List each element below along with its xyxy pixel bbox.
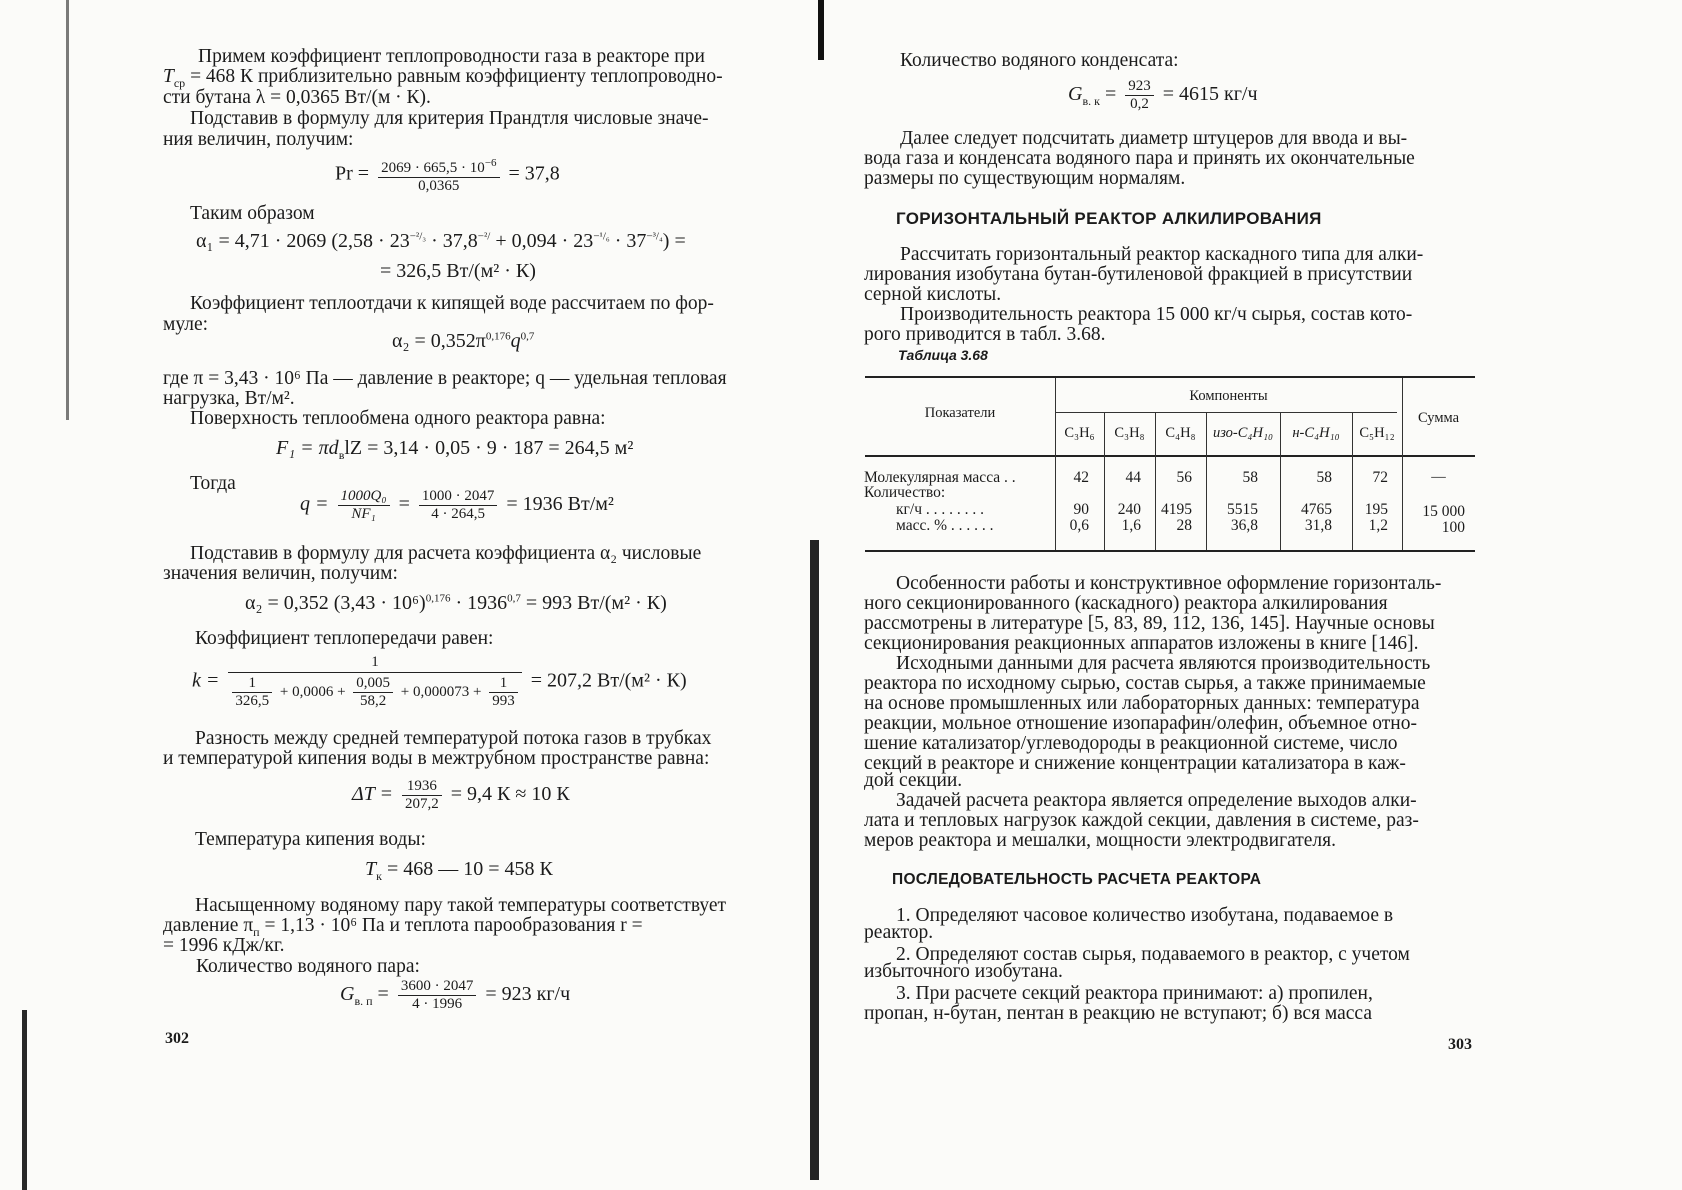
row-label: масс. % . . . . . .	[896, 517, 994, 534]
section-heading: ГОРИЗОНТАЛЬНЫЙ РЕАКТОР АЛКИЛИРОВАНИЯ	[896, 209, 1322, 228]
paragraph-text: Температура кипения воды:	[195, 829, 426, 850]
paragraph-text: Задачей расчета реактора является определение выходов алки-	[896, 790, 1417, 811]
numerator: 1	[228, 652, 521, 673]
numerator: 3600 · 2047	[398, 978, 477, 996]
component-header: изо-C₄H₁₀	[1212, 425, 1274, 441]
row-label: Количество:	[864, 484, 946, 501]
numerator: 1	[232, 675, 272, 693]
formula-part: · 1936	[450, 592, 508, 614]
list-item: 3. При расчете секций реактора принимают: а) пропилен,	[896, 983, 1373, 1004]
scan-margin-mark	[66, 0, 69, 420]
numerator: 1000 · 2047	[419, 488, 498, 506]
big-fraction	[228, 652, 521, 710]
subscript: в	[338, 448, 345, 462]
paragraph-text: Тогда	[190, 473, 236, 494]
paragraph-text: лата и тепловых нагрузок каждой секции, давления в системе, раз-	[864, 810, 1419, 831]
paragraph-text: реактора по исходному сырью, состав сырья, а также принимаемые	[864, 673, 1426, 694]
table-top-rule	[865, 376, 1475, 378]
text: = 468 К приблизительно равным коэффициенту теплопроводно-	[190, 66, 723, 87]
formula-rhs: = 9,4 К ≈ 10 К	[450, 783, 570, 806]
formula-part: + 0,0006 +	[279, 683, 346, 700]
fraction	[398, 978, 477, 1013]
spine-shadow	[818, 0, 824, 60]
paragraph-text: Примем коэффициент теплопроводности газа в реакторе при	[198, 46, 705, 67]
numerator: 2069 · 665,5 · 10	[381, 160, 485, 176]
row-label: Молекулярная масса . .	[864, 469, 1016, 486]
component-header: C₄H₈	[1165, 425, 1196, 441]
section-heading: ПОСЛЕДОВАТЕЛЬНОСТЬ РАСЧЕТА РЕАКТОРА	[892, 871, 1262, 888]
component-header: н-C₄H₁₀	[1292, 425, 1340, 441]
list-item: реактор.	[864, 922, 934, 943]
denominator: NF₁	[351, 506, 376, 522]
paragraph-text: где π = 3,43 · 10⁶ Па — давление в реакторе; q — удельная тепловая	[163, 368, 727, 389]
equals: =	[377, 983, 389, 1006]
paragraph-text: ного секционированного (каскадного) реактора алкилирования	[864, 593, 1388, 614]
q-formula	[300, 488, 614, 523]
paragraph-text: Особенности работы и конструктивное оформление горизонталь-	[896, 573, 1442, 594]
paragraph-text: Разность между средней температурой потока газов в трубках	[195, 728, 712, 749]
table-cell: 36,8	[1230, 517, 1258, 534]
exponent: −¹/₆	[593, 230, 610, 243]
subscript: в. к	[1082, 94, 1100, 109]
paragraph-text: Исходными данными для расчета являются производительность	[896, 653, 1431, 674]
table-cell: 72	[1372, 469, 1388, 486]
formula-rhs: = 4615 кг/ч	[1162, 83, 1258, 106]
variable: G	[1068, 83, 1083, 106]
numerator: 1	[489, 675, 518, 693]
fraction	[338, 488, 390, 523]
formula-lhs: k =	[192, 669, 220, 692]
paragraph-text: Коэффициент теплоотдачи к кипящей воде рассчитаем по фор-	[190, 293, 714, 314]
paragraph-text: меров реактора и мешалки, мощности электродвигателя.	[864, 830, 1336, 851]
paragraph-text: Далее следует подсчитать диаметр штуцеров для ввода и вы-	[900, 128, 1408, 149]
formula-part: = 468 — 10 = 458 К	[386, 858, 553, 880]
table-cell: 1,6	[1121, 517, 1141, 534]
table-cell: 240	[1117, 501, 1141, 518]
exponent: 0,7	[507, 592, 521, 605]
exponent: −6	[484, 157, 497, 169]
table-header-rule	[865, 455, 1475, 457]
paragraph-text: Насыщенному водяному пару такой температуры соответствует	[195, 895, 727, 916]
denominator	[228, 673, 521, 710]
k-formula	[192, 652, 687, 710]
paragraph-text: Рассчитать горизонтальный реактор каскадного типа для алки-	[900, 244, 1424, 265]
subscript: в. п	[354, 994, 373, 1009]
paragraph-text: секционирования реакционных аппаратов изложены в книге [146].	[864, 633, 1419, 654]
table-cell: 4765	[1301, 501, 1332, 518]
right-page	[860, 0, 1682, 1190]
denominator: 4 · 1996	[412, 996, 463, 1012]
table-cell: 42	[1073, 469, 1089, 486]
Tk-formula	[365, 858, 553, 884]
paragraph-text: значения величин, получим:	[163, 563, 398, 584]
numerator: 0,005	[353, 675, 393, 693]
table-cell: 90	[1073, 501, 1089, 518]
paragraph-text: вода газа и конденсата водяного пара и принять их окончательные	[864, 148, 1415, 169]
Gvk-formula	[1068, 78, 1258, 113]
fraction	[489, 675, 518, 710]
fraction	[353, 675, 393, 710]
table-cell: —	[1431, 469, 1446, 485]
numerator: 1000Q₀	[338, 488, 390, 506]
table-cell: 56	[1176, 469, 1192, 486]
variable: T	[365, 858, 377, 880]
paragraph-text: Производительность реактора 15 000 кг/ч сырья, состав кото-	[900, 304, 1413, 325]
formula-part: = 993 Вт/(м² · К)	[520, 592, 667, 614]
formula-rhs: = 923 кг/ч	[485, 983, 571, 1006]
paragraph-text: Коэффициент теплопередачи равен:	[195, 628, 494, 649]
spine-shadow	[810, 540, 819, 1180]
table-cell: 0,6	[1069, 517, 1089, 534]
paragraph-text: нагрузка, Вт/м².	[163, 388, 295, 409]
table-cell: 5515	[1227, 501, 1258, 518]
equals: =	[1104, 83, 1117, 106]
paragraph-text: ния величин, получим:	[163, 129, 354, 150]
paragraph-text: секций в реакторе и снижение концентрации катализатора в каж-	[864, 753, 1406, 774]
exponent: −²/₃	[409, 230, 427, 243]
formula-part: + 0,094 · 23	[490, 230, 594, 252]
table-cell: 195	[1364, 501, 1388, 518]
fraction	[419, 488, 498, 523]
text: = 1,13 · 10⁶ Па и теплота парообразования r =	[259, 915, 643, 936]
numerator: 923	[1125, 78, 1154, 96]
paragraph-text: размеры по существующим нормалям.	[864, 168, 1186, 189]
paragraph-text: = 1996 кДж/кг.	[163, 935, 285, 956]
dT-formula	[352, 778, 570, 813]
paragraph-text: Подставив в формулу для расчета коэффициента α₂ числовые	[190, 543, 702, 564]
table-bottom-rule	[865, 550, 1475, 552]
formula-part: · 37	[609, 230, 647, 252]
exponent: −²/	[477, 230, 491, 243]
formula-rhs: = 37,8	[508, 162, 560, 185]
numerator: 1936	[402, 778, 442, 796]
variable: G	[340, 983, 355, 1006]
alpha2-formula	[392, 330, 534, 353]
alpha1-formula	[196, 230, 686, 253]
denominator: 58,2	[360, 693, 387, 709]
paragraph-text: шение катализатор/углеводороды в реакционной системе, число	[864, 733, 1398, 754]
paragraph-text: и температурой кипения воды в межтрубном пространстве равна:	[163, 748, 710, 769]
list-item: пропан, н-бутан, пентан в реакцию не вступают; б) вся масса	[864, 1003, 1372, 1024]
paragraph-text: серной кислоты.	[864, 284, 1002, 305]
table-header-indicators: Показатели	[924, 405, 996, 421]
alpha2-calc-formula	[245, 592, 667, 615]
denominator: 993	[492, 693, 515, 709]
paragraph-text: сти бутана λ = 0,0365 Вт/(м · К).	[163, 87, 431, 108]
table-cell: 28	[1176, 517, 1192, 534]
row-label: кг/ч . . . . . . . .	[896, 501, 984, 518]
paragraph-text: Количество водяного пара:	[196, 956, 420, 977]
fraction	[1125, 78, 1154, 113]
table-cell: 15 000	[1422, 503, 1465, 520]
exponent: 0,176	[485, 330, 511, 343]
exponent: 0,176	[425, 592, 451, 605]
paragraph-text: муле:	[163, 314, 209, 335]
table-cell: 58	[1242, 469, 1258, 486]
formula-part: + 0,000073 +	[400, 683, 482, 700]
exponent: 0,7	[520, 330, 535, 343]
table-cell: 58	[1316, 469, 1332, 486]
subscript: к	[376, 869, 382, 883]
formula-rhs: = 207,2 Вт/(м² · К)	[530, 669, 687, 692]
denominator: 0,0365	[418, 178, 460, 194]
paragraph-text: лирования изобутана бутан-бутиленовой фракцией в присутствии	[864, 264, 1413, 285]
scan-margin-mark	[22, 1010, 27, 1190]
subscript: ср	[173, 75, 186, 90]
component-header: C₃H₈	[1114, 425, 1145, 441]
paragraph-text: Подставив в формулу для критерия Прандтля числовые значе-	[190, 108, 709, 129]
paragraph-text: Поверхность теплообмена одного реактора равна:	[190, 408, 606, 429]
table-header-components: Компоненты	[1189, 388, 1268, 404]
table-subheader-rule	[1055, 412, 1397, 413]
list-item: 2. Определяют состав сырья, подаваемого в реактор, с учетом	[896, 944, 1410, 965]
formula-lhs: ΔT =	[352, 783, 393, 806]
Gvp-formula	[340, 978, 570, 1013]
variable: T	[163, 66, 174, 87]
denominator: 4 · 264,5	[431, 506, 485, 522]
formula-part: α₁ = 4,71 · 2069 (2,58 · 23	[196, 230, 410, 252]
alpha1-result: = 326,5 Вт/(м² · К)	[380, 260, 536, 282]
paragraph-text: Количество водяного конденсата:	[900, 50, 1179, 71]
table-cell: 31,8	[1304, 517, 1332, 534]
formula-rhs: = 1936 Вт/м²	[506, 493, 614, 516]
component-header: C₅H₁₂	[1359, 425, 1395, 441]
list-item: 1. Определяют часовое количество изобутана, подаваемое в	[896, 905, 1394, 926]
table-cell: 1,2	[1368, 517, 1388, 534]
fraction	[232, 675, 272, 710]
page-number: 302	[165, 1030, 189, 1047]
formula-part: α₂ = 0,352π	[392, 330, 486, 352]
text: давление π	[163, 915, 254, 936]
denominator: 207,2	[405, 796, 439, 812]
paragraph-text: дой секции.	[864, 770, 963, 791]
component-header: C₃H₆	[1064, 425, 1095, 441]
equals: =	[398, 493, 410, 516]
paragraph-text: рассмотрены в литературе [5, 83, 89, 112, 136, 145]. Научные основы	[864, 613, 1435, 634]
prandtl-formula	[335, 155, 560, 195]
table-cell: 100	[1441, 519, 1465, 536]
paragraph-text: рого приводится в табл. 3.68.	[864, 324, 1106, 345]
formula-lhs: q =	[300, 493, 329, 516]
formula-part: F₁ = πd	[276, 437, 339, 459]
formula-part: ) =	[662, 230, 686, 252]
paragraph-text: на основе промышленных или лабораторных данных: температура	[864, 693, 1420, 714]
formula-lhs: Pr =	[335, 162, 370, 185]
denominator: 326,5	[235, 693, 270, 709]
table-cell: 44	[1125, 469, 1141, 486]
denominator: 0,2	[1130, 96, 1149, 112]
fraction	[402, 778, 442, 813]
formula-part: α₂ = 0,352 (3,43 · 10⁶)	[245, 592, 426, 614]
table-header-sum: Сумма	[1417, 410, 1460, 426]
table-cell: 4195	[1161, 501, 1192, 518]
exponent: −³/₄	[646, 230, 663, 243]
list-item: избыточного изобутана.	[864, 961, 1063, 982]
formula-part: · 37,8	[426, 230, 478, 252]
variable: q	[510, 330, 521, 352]
formula-part: lZ = 3,14 · 0,05 · 9 · 187 = 264,5 м²	[344, 437, 634, 459]
subscript: п	[253, 924, 260, 939]
paragraph-text: реакции, мольное отношение изопарафин/олефин, объемное отно-	[864, 713, 1417, 734]
fraction	[378, 155, 499, 195]
table-caption: Таблица 3.68	[898, 347, 988, 363]
F1-formula	[276, 437, 633, 463]
page-number: 303	[1448, 1036, 1472, 1053]
paragraph-text: Таким образом	[190, 203, 315, 224]
